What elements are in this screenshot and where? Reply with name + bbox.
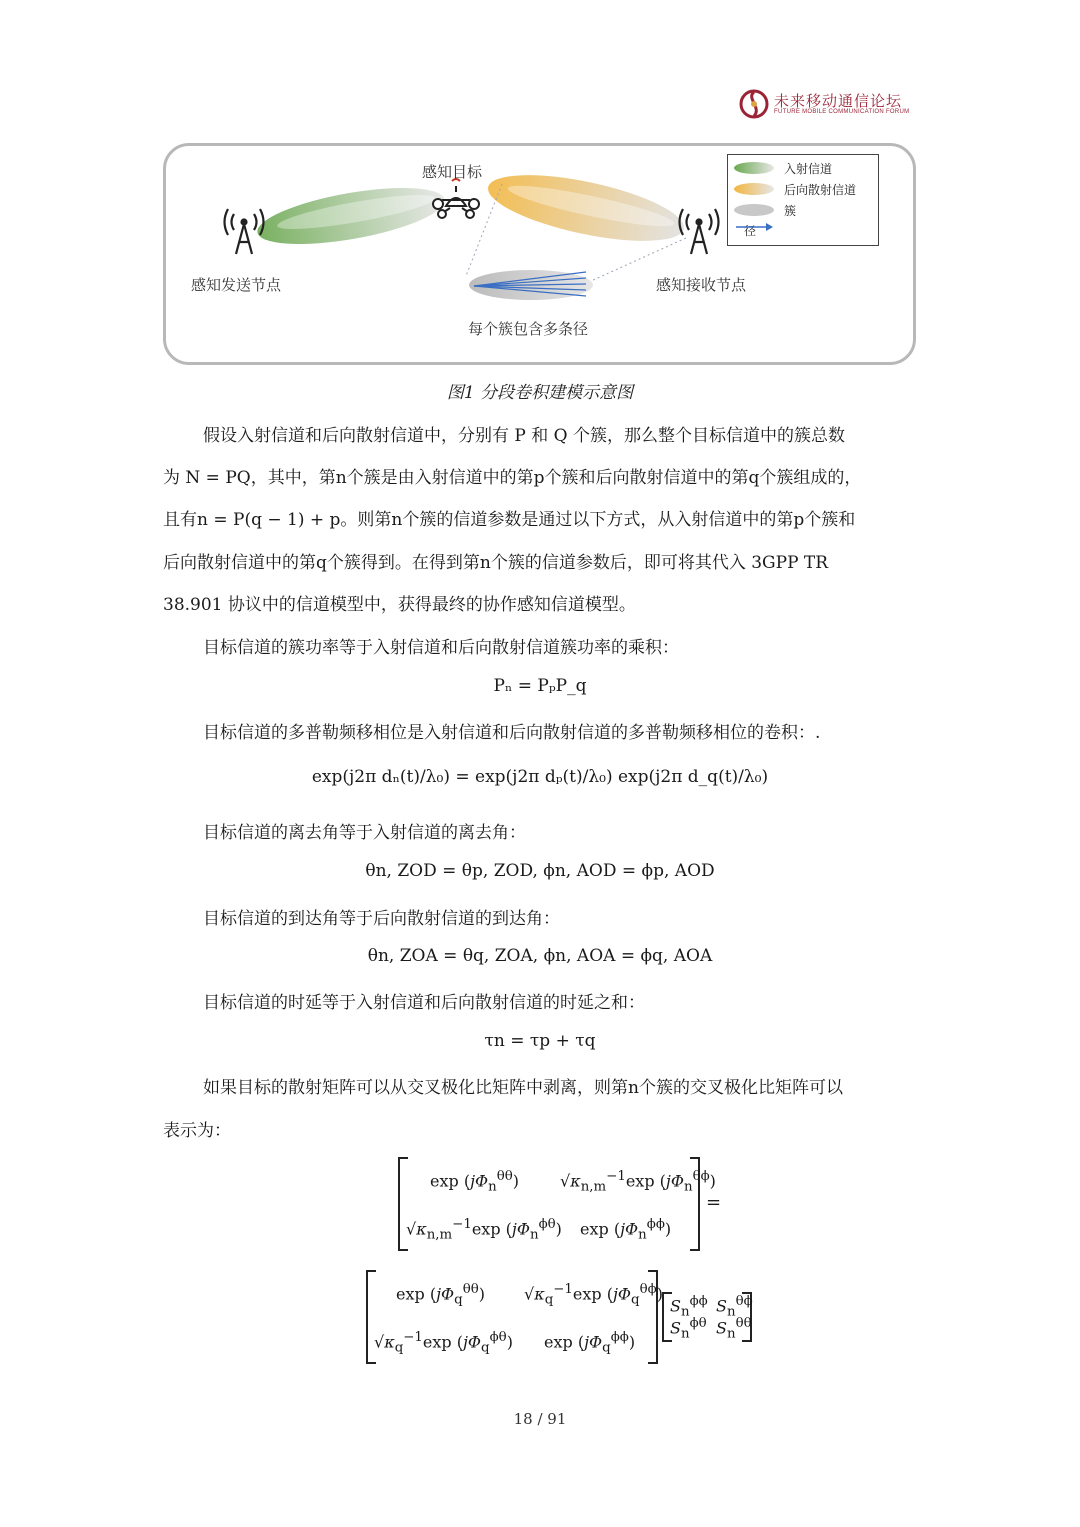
paragraph1-line3: 且有n = P(q − 1) + p。则第n个簇的信道参数是通过以下方式，从入射信道中的第p个簇和 <box>163 510 856 530</box>
matrix-cell: $√\kappa_q^{-1}\exp$ $(j\Phi_q^{\theta\phi})$ <box>524 1282 663 1308</box>
page-number: 18 / 91 <box>513 1410 567 1428</box>
text-departure-angle: 目标信道的离去角等于入射信道的离去角： <box>203 823 526 843</box>
matrix-cell: $\exp (j\Phi_q^{\theta\theta})$ <box>396 1282 485 1308</box>
matrix-cell: $S_n^{\phi\theta}$ <box>670 1316 707 1342</box>
legend-item-incident <box>734 159 832 177</box>
sensing-target-drone-icon <box>433 179 479 218</box>
matrix-cell: $√\kappa_{n,m}^{-1}\exp$ $(j\Phi_n^{\theta\phi})$ <box>560 1169 716 1195</box>
equation-doppler: exp(j2π dₙ(t)/λ₀) = exp(j2π dₚ(t)/λ₀) exp(j2π d_q(t)/λ₀) <box>311 767 769 787</box>
text-arrival-angle: 目标信道的到达角等于后向散射信道的到达角： <box>203 909 560 929</box>
paragraph1-line1: 假设入射信道和后向散射信道中，分别有 P 和 Q 个簇，那么整个目标信道中的簇总数 <box>203 426 845 446</box>
backscatter-beam <box>483 162 689 254</box>
legend-item-path <box>734 221 756 239</box>
legend-item-backscatter <box>734 180 856 198</box>
legend-swatch <box>734 162 774 174</box>
equation-power: Pₙ = PₚP_q <box>493 676 587 696</box>
matrix-left <box>398 1157 716 1251</box>
text-cluster-power: 目标信道的簇功率等于入射信道和后向散射信道簇功率的乘积： <box>203 638 679 658</box>
legend-swatch <box>734 204 774 216</box>
rx-tower-icon <box>680 209 719 254</box>
incident-beam <box>253 177 448 255</box>
logo-text-cn: 未来移动通信论坛 <box>774 92 903 110</box>
paragraph2-line1: 如果目标的散射矩阵可以从交叉极化比矩阵中剥离，则第n个簇的交叉极化比矩阵可以 <box>203 1078 843 1098</box>
equation-arrival-angle: θn, ZOA = θq, ZOA, ϕn, AOA = ϕq, AOA <box>367 946 713 966</box>
legend-label: 后向散射信道 <box>784 182 857 197</box>
rx-node-label: 感知接收节点 <box>656 276 747 294</box>
matrix-cell: $S_n^{\phi\phi}$ <box>670 1294 708 1320</box>
equals-sign: = <box>706 1192 722 1213</box>
matrix-cell: $\exp (j\Phi_q^{\phi\phi})$ <box>544 1330 636 1356</box>
matrix-cell: $\exp (j\Phi_n^{\phi\phi})$ <box>580 1217 672 1243</box>
legend-label: 径 <box>744 223 757 238</box>
figure-caption: 图1 分段卷积建模示意图 <box>446 383 634 403</box>
paragraph2-line2: 表示为： <box>163 1121 231 1141</box>
equation-delay: τn = τp + τq <box>484 1031 596 1051</box>
legend-label: 入射信道 <box>784 161 833 176</box>
matrix-cell: $S_n^{\theta\theta}$ <box>716 1316 752 1342</box>
matrix-cell: $\exp (j\Phi_n^{\theta\theta})$ <box>430 1169 520 1195</box>
logo-text-en: FUTURE MOBILE COMMUNICATION FORUM <box>774 109 910 115</box>
sensing-target-label: 感知目标 <box>422 163 483 181</box>
matrix-cell: $S_n^{\theta\phi}$ <box>716 1294 753 1320</box>
cluster-label: 每个簇包含多条径 <box>468 320 589 338</box>
legend-item-cluster <box>734 201 796 219</box>
text-delay: 目标信道的时延等于入射信道和后向散射信道的时延之和： <box>203 993 645 1013</box>
paragraph1-line4: 后向散射信道中的第q个簇得到。在得到第n个簇的信道参数后，即可将其代入 3GPP TR <box>163 553 829 573</box>
paragraph1-line5: 38.901 协议中的信道模型中，获得最终的协作感知信道模型。 <box>163 595 636 615</box>
legend-label: 簇 <box>784 203 797 218</box>
legend-swatch <box>734 183 774 195</box>
matrix-scattering <box>662 1292 752 1342</box>
forum-logo-icon <box>738 88 770 120</box>
arrow-icon <box>734 221 916 365</box>
figure-legend <box>727 154 879 246</box>
matrix-cell: $√\kappa_{n,m}^{-1}\exp$ $(j\Phi_n^{\phi\theta})$ <box>406 1217 562 1243</box>
forum-logo <box>738 88 910 120</box>
text-doppler: 目标信道的多普勒频移相位是入射信道和后向散射信道的多普勒频移相位的卷积：. <box>203 723 821 743</box>
matrix-cell: $√\kappa_q^{-1}\exp$ $(j\Phi_q^{\phi\theta})$ <box>374 1330 513 1356</box>
channel-model-figure <box>163 143 916 365</box>
equation-departure-angle: θn, ZOD = θp, ZOD, ϕn, AOD = ϕp, AOD <box>365 861 715 881</box>
tx-node-label: 感知发送节点 <box>191 276 282 294</box>
matrix-right-first <box>366 1270 663 1364</box>
paragraph1-line2: 为 N = PQ，其中，第n个簇是由入射信道中的第p个簇和后向散射信道中的第q个簇组成的， <box>163 468 862 488</box>
cluster-ellipse <box>469 270 593 300</box>
